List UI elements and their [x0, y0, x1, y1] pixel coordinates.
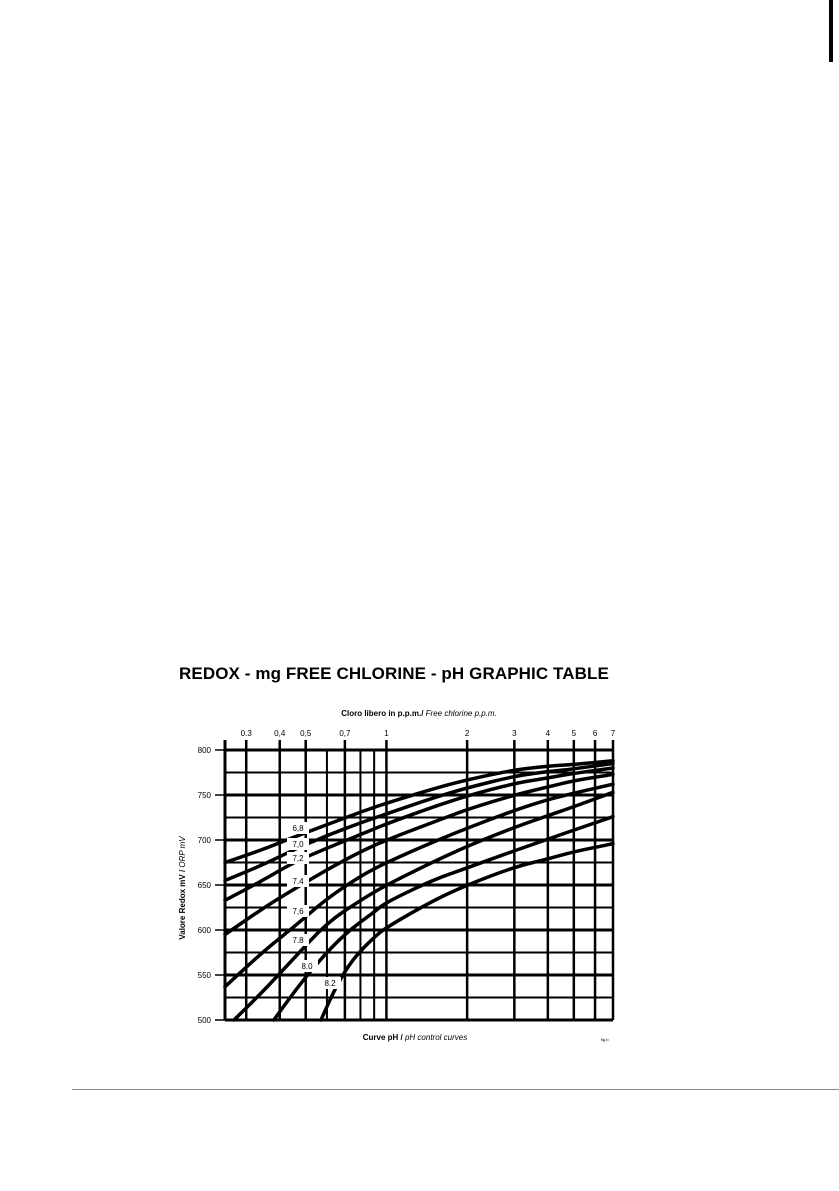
curve-label: 7,2 [292, 854, 304, 863]
bottom-axis-title-main: Curve pH / [362, 1033, 405, 1042]
bottom-axis-title [363, 1033, 467, 1042]
x-tick-label: 1 [384, 729, 389, 738]
y-axis-label-sub: ORP mV [178, 836, 187, 868]
y-tick-label: 800 [197, 746, 211, 755]
x-tick-label: 7 [610, 729, 616, 738]
curve-label: 6,8 [292, 824, 304, 833]
x-tick-label: 0.3 [240, 729, 252, 738]
x-tick-label: 3 [512, 729, 517, 738]
y-tick-label: 500 [197, 1016, 211, 1025]
curve-label: 8.0 [301, 962, 313, 971]
footer-rule [72, 1089, 839, 1090]
bottom-axis-title-sub: pH control curves [404, 1033, 468, 1042]
curve-label: 7,6 [292, 907, 304, 916]
top-axis-title [341, 709, 497, 718]
x-tick-label: 6 [592, 729, 598, 738]
y-tick-label: 550 [197, 971, 211, 980]
x-tick-label: 0,5 [300, 729, 312, 738]
y-tick-label: 650 [197, 881, 211, 890]
page-title: REDOX - mg FREE CHLORINE - pH GRAPHIC TABLE [179, 664, 609, 683]
y-tick-label: 600 [197, 926, 211, 935]
y-tick-label: 750 [197, 791, 211, 800]
x-tick-label: 0,7 [339, 729, 351, 738]
top-axis-title-main: Cloro libero in p.p.m./ [341, 709, 426, 718]
ph-curve-80 [274, 817, 613, 1020]
x-tick-label: 0,4 [274, 729, 286, 738]
curve-label: 7.8 [292, 936, 304, 945]
y-axis-label [178, 836, 187, 940]
curve-label: 8.2 [324, 979, 336, 988]
y-axis-label-main: Valore Redox mV / [178, 867, 187, 940]
ph-curve-72 [225, 768, 613, 900]
x-tick-label: 2 [464, 729, 470, 738]
curve-label: 7,0 [292, 840, 304, 849]
x-tick-label: 5 [571, 729, 577, 738]
curve-label: 7.4 [292, 877, 304, 886]
x-tick-label: 4 [545, 729, 551, 738]
figure-note: fig.b [601, 1037, 609, 1042]
y-tick-label: 700 [197, 836, 211, 845]
top-axis-title-sub: Free chlorine p.p.m. [425, 709, 497, 718]
